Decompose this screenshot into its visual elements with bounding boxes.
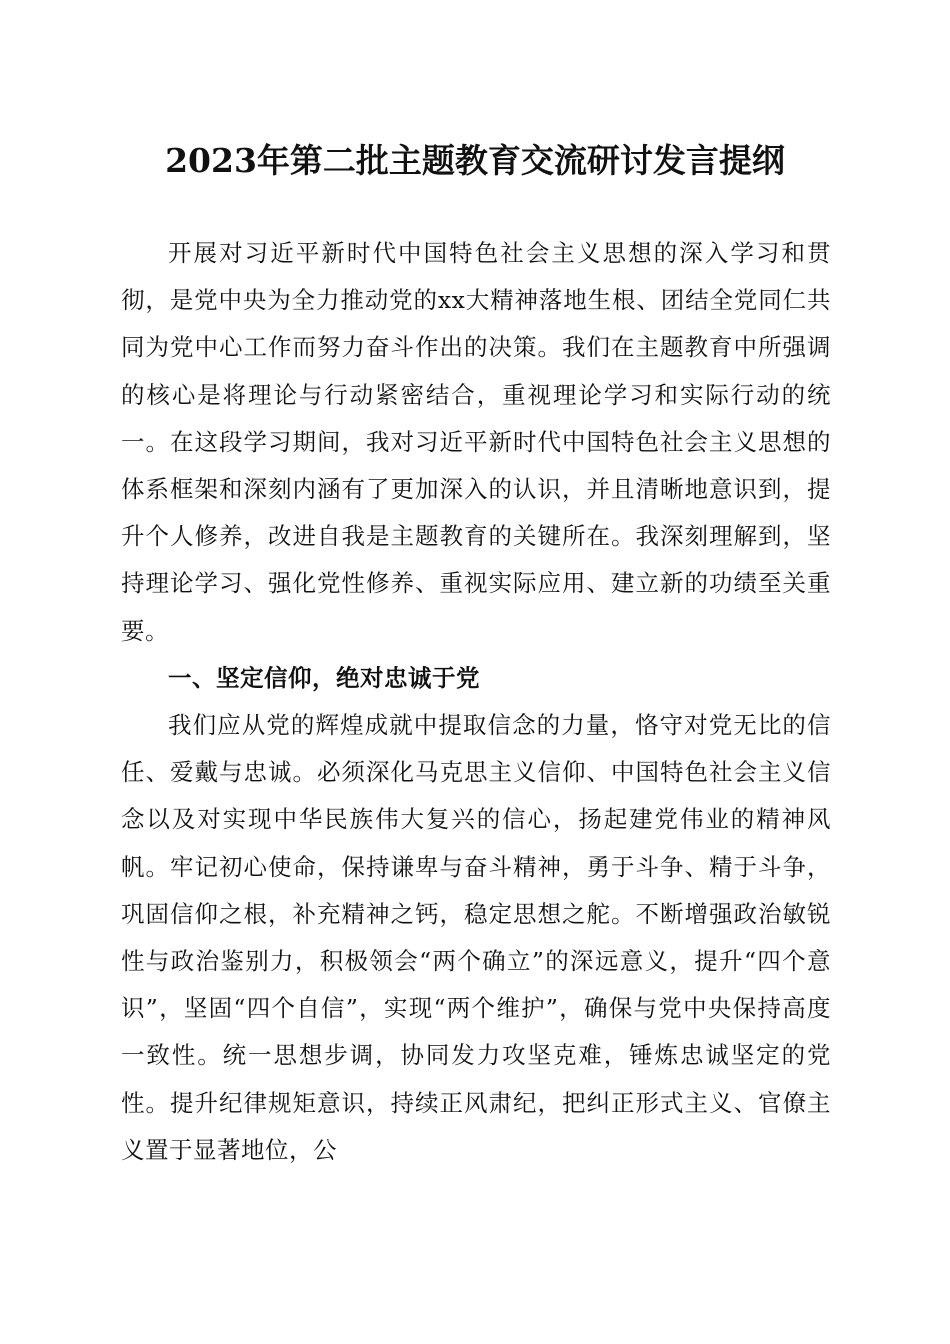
document-title: 2023年第二批主题教育交流研讨发言提纲 [165, 141, 785, 180]
document-body [121, 230, 831, 1174]
section-1-heading: 一、坚定信仰，绝对忠诚于党 [168, 663, 480, 692]
intro-paragraph: 开展对习近平新时代中国特色社会主义思想的深入学习和贯彻，是党中央为全力推动党的xx大精神落地生根、团结全党同仁共同为党中心工作而努力奋斗作出的决策。我们在主题教育中所强调的核心是将理论与行动紧密结合，重视理论学习和实际行动的统一。在这段学习期间，我对习近平新时代中国特色社会主义思想的体系框架和深刻内涵有了更加深入的认识，并且清晰地意识到，提升个人修养，改进自我是主题教育的关键所在。我深刻理解到，坚持理论学习、强化党性修养、重视实际应用、建立新的功绩至关重要。 [121, 239, 831, 645]
section-1-paragraph: 我们应从党的辉煌成就中提取信念的力量，恪守对党无比的信任、爱戴与忠诚。必须深化马克思主义信仰、中国特色社会主义信念以及对实现中华民族伟大复兴的信心，扬起建党伟业的精神风帆。牢记初心使命，保持谦卑与奋斗精神，勇于斗争、精于斗争，巩固信仰之根，补充精神之钙，稳定思想之舵。不断增强政治敏锐性与政治鉴别力，积极领会“两个确立”的深远意义，提升“四个意识”，坚固“四个自信”，实现“两个维护”，确保与党中央保持高度一致性。统一思想步调，协同发力攻坚克难，锤炼忠诚坚定的党性。提升纪律规矩意识，持续正风肃纪，把纠正形式主义、官僚主义置于显著地位，公 [121, 711, 831, 1164]
